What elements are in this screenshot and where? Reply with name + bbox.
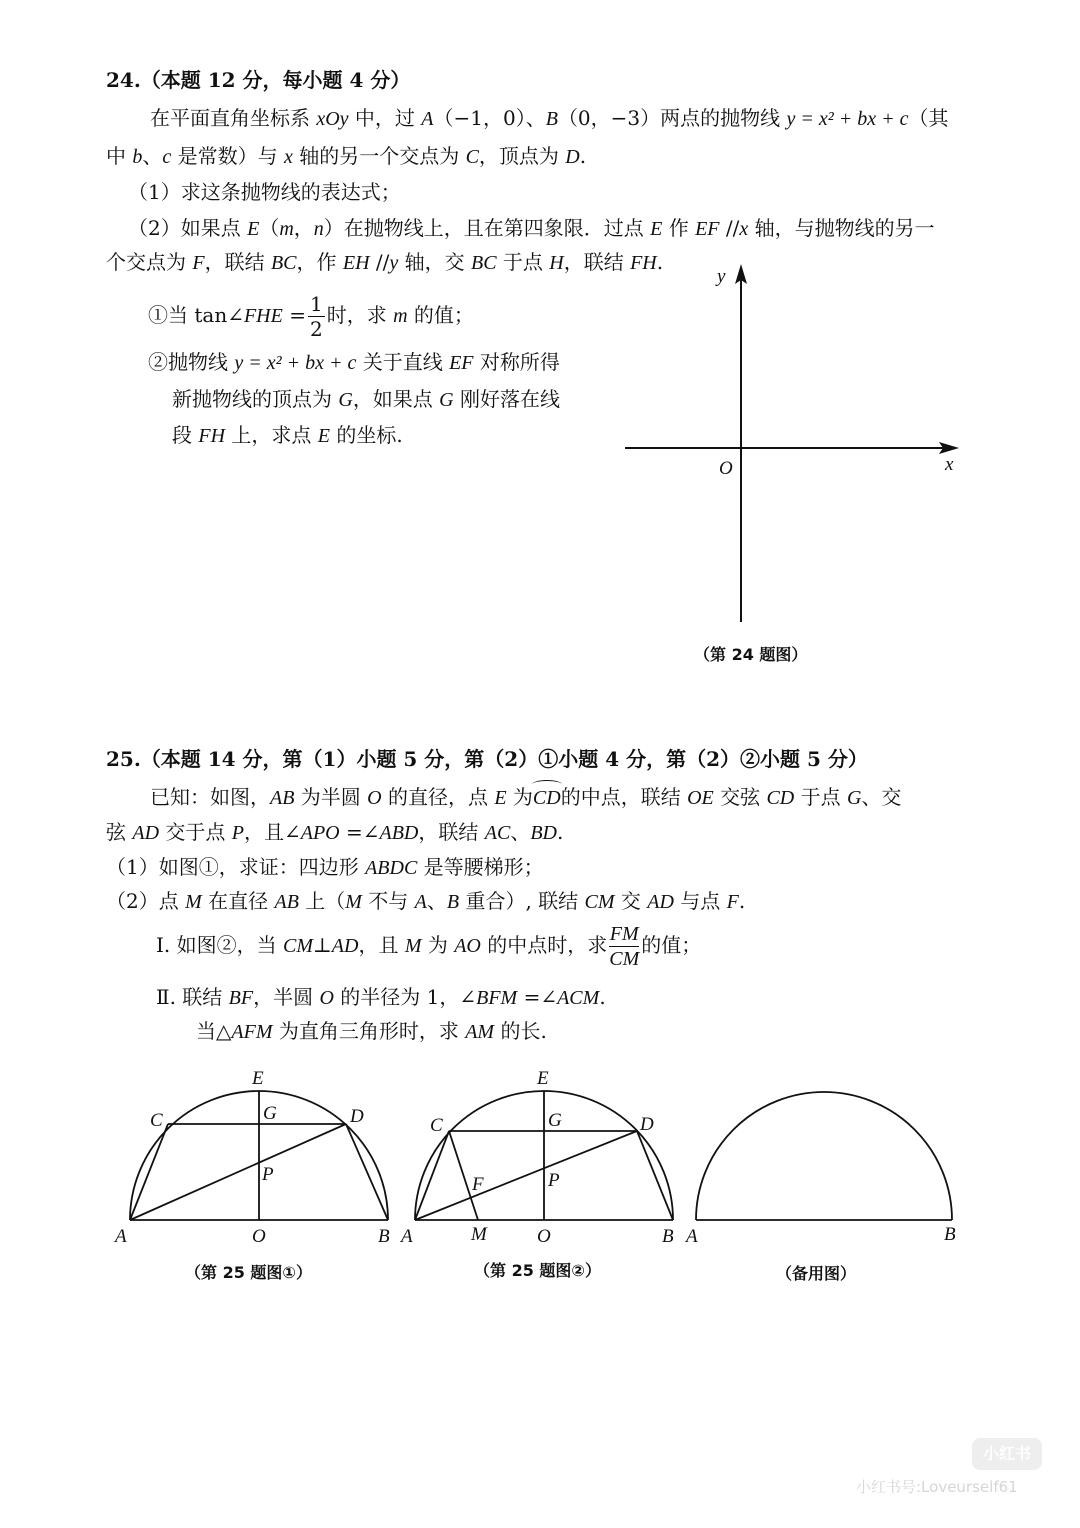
- var: BFM: [476, 987, 518, 1009]
- var: AB: [274, 891, 299, 913]
- label-G: G: [263, 1103, 277, 1124]
- text: 于点: [496, 250, 550, 274]
- text: 轴，与抛物线的另一: [748, 216, 935, 240]
- chord-ac: [415, 1131, 449, 1220]
- q25-line2: [106, 818, 563, 847]
- var: P: [231, 822, 244, 844]
- q25-item2-line2: [196, 1017, 547, 1046]
- var: AM: [465, 1021, 495, 1043]
- text: ，且∠: [243, 820, 301, 844]
- text: ）在抛物线上，且在第四象限．过点: [323, 216, 651, 240]
- label-B: B: [378, 1226, 390, 1247]
- var: E: [494, 787, 507, 809]
- var: APO: [300, 822, 340, 844]
- origin-label: O: [719, 458, 733, 479]
- q24-figure-caption: （第 24 题图）: [694, 645, 808, 664]
- text: 的长.: [494, 1019, 547, 1043]
- text: 中: [106, 144, 133, 168]
- var: E: [247, 218, 260, 240]
- var: AC: [484, 822, 511, 844]
- var: OE: [687, 787, 714, 809]
- q24-coordinate-figure: [615, 258, 975, 638]
- q24-sub2-line2: [172, 385, 560, 414]
- var: CM: [282, 935, 313, 957]
- var: ABD: [379, 822, 419, 844]
- label-C: C: [430, 1115, 443, 1136]
- text: 段: [172, 423, 199, 447]
- label-P: P: [548, 1170, 560, 1191]
- text: ，且: [358, 933, 405, 957]
- text: 的坐标.: [329, 423, 403, 447]
- text: 交于点: [159, 820, 232, 844]
- var: CD: [766, 787, 795, 809]
- text: ，: [293, 216, 314, 240]
- text: （0，−3）两点的抛物线: [557, 106, 787, 130]
- var: x: [283, 146, 293, 168]
- fraction: [609, 922, 639, 971]
- var: n: [313, 218, 324, 240]
- text: 关于直线: [356, 350, 450, 374]
- var: H: [549, 252, 564, 274]
- text: ，顶点为: [478, 144, 566, 168]
- var: CM: [584, 891, 615, 913]
- text: 重合）, 联结: [459, 889, 585, 913]
- q24-line1: [150, 104, 949, 133]
- var: AD: [132, 822, 160, 844]
- var: BC: [270, 252, 297, 274]
- text: 是等腰梯形；: [417, 855, 544, 879]
- equation: y = x² + bx + c: [786, 108, 909, 130]
- label-E: E: [537, 1068, 549, 1089]
- q25-figure-2: [415, 1091, 673, 1220]
- q24-line2: [106, 142, 586, 171]
- label-P: P: [262, 1164, 274, 1185]
- fraction: [308, 292, 325, 341]
- text: ，联结: [563, 250, 631, 274]
- text: 、: [142, 144, 163, 168]
- q25-item1: [156, 920, 701, 971]
- var: ACM: [557, 987, 600, 1009]
- label-B: B: [944, 1224, 956, 1245]
- q25-spare-figure: [696, 1092, 952, 1220]
- x-axis-label: x: [945, 454, 954, 475]
- var: AD: [647, 891, 674, 913]
- text: 上（: [298, 889, 346, 913]
- text: .: [738, 889, 746, 913]
- label-D: D: [640, 1114, 654, 1135]
- text: 为半圆: [294, 785, 368, 809]
- var: CD: [532, 787, 561, 809]
- text: 轴，交: [398, 250, 471, 274]
- var: G: [439, 389, 454, 411]
- q24-sub2-line1: [148, 348, 560, 377]
- var: M: [345, 891, 362, 913]
- text: 当△: [196, 1019, 232, 1043]
- var: xOy: [316, 108, 349, 130]
- text: =∠: [517, 985, 558, 1009]
- var: FH: [198, 425, 226, 447]
- label-G: G: [548, 1110, 562, 1131]
- watermark-logo: 小红书: [972, 1438, 1042, 1470]
- text: （−1，0）、: [433, 106, 546, 130]
- var: y: [389, 252, 399, 274]
- text: （其: [908, 106, 949, 130]
- text: 为: [421, 933, 455, 957]
- text: ，作: [296, 250, 343, 274]
- text: .: [556, 820, 564, 844]
- numerator: FM: [609, 923, 639, 945]
- text: 作: [662, 216, 696, 240]
- var: O: [319, 987, 334, 1009]
- text: 交弦: [713, 785, 767, 809]
- var: m: [279, 218, 294, 240]
- var: D: [565, 146, 580, 168]
- var: M: [185, 891, 202, 913]
- label-E: E: [252, 1068, 264, 1089]
- chord-bd: [637, 1131, 673, 1220]
- text: 中，过: [348, 106, 422, 130]
- q24-sub2-line3: [172, 421, 403, 450]
- text: 、: [510, 820, 531, 844]
- text: .: [579, 144, 587, 168]
- label-F: F: [472, 1174, 484, 1195]
- text: 对称所得: [473, 350, 560, 374]
- text: .: [656, 250, 664, 274]
- text: =: [282, 303, 306, 327]
- text: //: [719, 216, 740, 240]
- var: G: [846, 787, 862, 809]
- var: FH: [630, 252, 657, 274]
- text: 新抛物线的顶点为: [172, 387, 339, 411]
- var: O: [367, 787, 382, 809]
- var: x: [739, 218, 749, 240]
- q25-item2: [156, 983, 606, 1012]
- text: ，半圆: [253, 985, 320, 1009]
- var: B: [446, 891, 460, 913]
- var: A: [414, 891, 427, 913]
- q25-header: 25.（本题 14 分，第（1）小题 5 分，第（2）①小题 4 分，第（2）②小题 5 分）: [106, 747, 868, 771]
- text: 在直径: [201, 889, 275, 913]
- text: 时，求: [326, 303, 394, 327]
- equation: y = x² + bx + c: [234, 352, 357, 374]
- var: A: [421, 108, 434, 130]
- var: EH: [342, 252, 370, 274]
- q24-sub1: [148, 290, 474, 341]
- text: ，如果点: [352, 387, 440, 411]
- text: 个交点为: [106, 250, 193, 274]
- var: AB: [270, 787, 295, 809]
- denominator: 2: [309, 317, 323, 341]
- label-A: A: [686, 1226, 698, 1247]
- q24-part2-line1: [128, 214, 935, 243]
- var: BF: [228, 987, 254, 1009]
- var: F: [192, 252, 205, 274]
- arc-cd: [533, 784, 561, 812]
- text: 的直径，点: [381, 785, 495, 809]
- text: 于点: [794, 785, 847, 809]
- text: 的中点，联结: [560, 785, 688, 809]
- var: M: [404, 935, 422, 957]
- chord-ad: [415, 1131, 637, 1220]
- label-M: M: [471, 1224, 487, 1245]
- q25-part2: [106, 887, 745, 916]
- text: 为直角三角形时，求: [272, 1019, 466, 1043]
- text: 、交: [861, 785, 902, 809]
- q24-header: 24.（本题 12 分，每小题 4 分）: [106, 68, 411, 92]
- text: Ⅰ. 如图②，当: [156, 933, 283, 957]
- text: Ⅱ. 联结: [156, 985, 229, 1009]
- var: AD: [331, 935, 359, 957]
- q25-figures: [0, 1060, 1080, 1250]
- text: 刚好落在线: [453, 387, 560, 411]
- denominator: CM: [609, 948, 640, 970]
- text: .: [599, 985, 606, 1009]
- text: 轴的另一个交点为: [292, 144, 466, 168]
- text: 已知：如图，: [150, 785, 270, 809]
- var: EF: [449, 352, 474, 374]
- var: b: [132, 146, 143, 168]
- text: 交: [614, 889, 648, 913]
- var: BC: [470, 252, 497, 274]
- text: 的中点时，求: [480, 933, 608, 957]
- var: F: [726, 891, 739, 913]
- text: 上，求点: [225, 423, 318, 447]
- text: 的值；: [407, 303, 474, 327]
- semicircle: [696, 1092, 952, 1220]
- label-B: B: [662, 1226, 674, 1247]
- var: C: [465, 146, 479, 168]
- y-axis-label: y: [717, 266, 726, 287]
- text: 在平面直角坐标系: [150, 106, 317, 130]
- var: AFM: [231, 1021, 273, 1043]
- label-O: O: [537, 1226, 551, 1247]
- var: EF: [695, 218, 720, 240]
- text: ②抛物线: [148, 350, 235, 374]
- numerator: 1: [309, 292, 323, 316]
- text: 的值；: [641, 933, 702, 957]
- label-A: A: [401, 1226, 413, 1247]
- text: 的半径为 1，∠: [333, 985, 477, 1009]
- q24-part1: （1）求这条抛物线的表达式；: [128, 180, 401, 204]
- var: AO: [454, 935, 481, 957]
- q25-line1: [150, 783, 901, 812]
- var: E: [317, 425, 330, 447]
- text: （: [259, 216, 280, 240]
- text: ①当 tan∠: [148, 303, 244, 327]
- var: B: [545, 108, 558, 130]
- label-C: C: [150, 1110, 163, 1131]
- var: E: [650, 218, 663, 240]
- text: 弦: [106, 820, 133, 844]
- label-A: A: [115, 1226, 127, 1247]
- text: //: [369, 250, 390, 274]
- q24-part2-line2: [106, 248, 663, 277]
- q25-figure2-caption: （第 25 题图②）: [474, 1261, 601, 1280]
- watermark-id: 小红书号:Loveurself61: [856, 1478, 1018, 1496]
- q25-figure1-caption: （第 25 题图①）: [185, 1263, 312, 1282]
- label-D: D: [350, 1106, 364, 1127]
- text: ，联结: [204, 250, 271, 274]
- var: BD: [530, 822, 557, 844]
- text: ，联结: [418, 820, 485, 844]
- var: G: [338, 389, 353, 411]
- text: ⊥: [312, 933, 332, 957]
- text: （2）如果点: [128, 216, 248, 240]
- var: FHE: [243, 305, 283, 327]
- text: =∠: [339, 820, 380, 844]
- q25-part1: [106, 853, 544, 882]
- chord-bd: [346, 1124, 388, 1220]
- text: （2）点: [106, 889, 186, 913]
- text: （1）如图①，求证：四边形: [106, 855, 366, 879]
- text: 不与: [361, 889, 415, 913]
- text: 为: [506, 785, 533, 809]
- var: ABDC: [365, 857, 418, 879]
- text: 与点: [673, 889, 727, 913]
- q25-spare-figure-caption: （备用图）: [776, 1264, 857, 1283]
- text: 是常数）与: [171, 144, 284, 168]
- arc-mark-icon: [532, 780, 562, 789]
- label-O: O: [252, 1226, 266, 1247]
- var: m: [393, 305, 408, 327]
- text: 、: [426, 889, 447, 913]
- var: c: [162, 146, 172, 168]
